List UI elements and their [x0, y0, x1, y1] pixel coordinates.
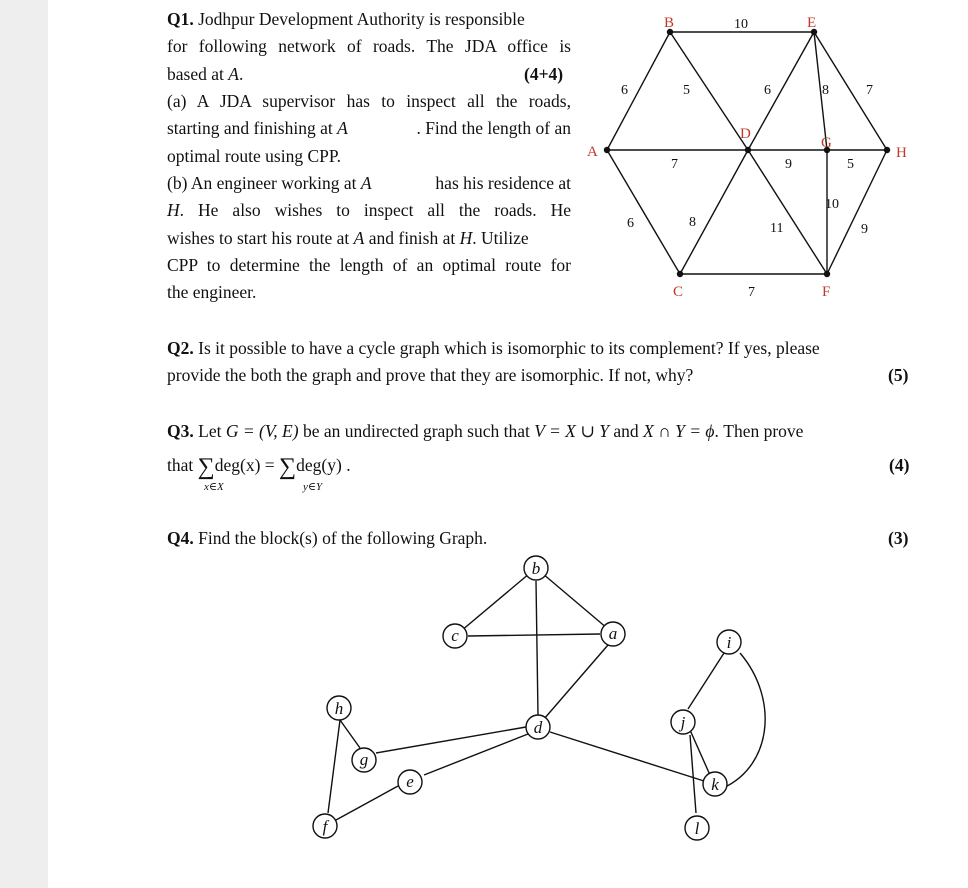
sum-symbol-x: ∑ [197, 454, 215, 480]
weight-g-f: 10 [825, 197, 839, 212]
sum-subscript-y: y∈Y [303, 481, 323, 493]
edge-d-k [550, 732, 704, 781]
node-dot-f [824, 271, 830, 277]
weight-a-b: 6 [621, 83, 628, 98]
edge-c-d [680, 150, 748, 274]
weight-g-h: 5 [847, 157, 854, 172]
q1-line-8: H . He also wishes to inspect all the roads. He [167, 200, 571, 220]
edge-b-d [670, 32, 748, 150]
edge-c-a [468, 634, 600, 636]
edge-h-g [340, 720, 360, 748]
weight-e-h: 7 [866, 83, 873, 98]
q1-line-2: for following network of roads. The JDA office is [167, 36, 571, 56]
vertex-label-i: i [726, 633, 732, 652]
vertex-label-g: g [359, 750, 369, 769]
vertex-label-k: k [711, 775, 719, 794]
weight-h-f: 9 [861, 222, 868, 237]
q2-line-1: Q2. Is it possible to have a cycle graph which is isomorphic to its complement? If yes, please [167, 338, 820, 358]
weight-d-g: 9 [785, 157, 792, 172]
edge-h-f [827, 150, 887, 274]
vertex-label-a: a [608, 624, 618, 643]
node-label-b: B [664, 15, 675, 31]
q1-line-4: (a) A JDA supervisor has to inspect all the roads, [167, 91, 571, 111]
vertex-label-c: c [451, 626, 459, 645]
q1-line-5: starting and finishing at A . Find the length of an [167, 118, 571, 138]
edge-b-c [455, 568, 536, 636]
q2-marks: (5) [888, 365, 909, 385]
node-label-g: G [821, 135, 832, 151]
vertex-label-b: b [531, 559, 541, 578]
edge-h-f [328, 720, 340, 813]
edge-b-d [536, 581, 538, 715]
q3-marks: (4) [889, 455, 910, 475]
q2-line-2: provide the both the graph and prove that they are isomorphic. If not, why? [167, 365, 694, 385]
q1-line-11: the engineer. [167, 282, 257, 302]
q4-marks: (3) [888, 528, 909, 548]
q1-line-7: (b) An engineer working at A has his residence at [167, 173, 571, 193]
q4-line-1: Q4. Find the block(s) of the following Graph. [167, 528, 488, 548]
edge-d-g [376, 727, 526, 753]
node-label-e: E [807, 15, 817, 31]
node-dot-c [677, 271, 683, 277]
weight-d-f: 11 [770, 221, 784, 236]
q1-line-1: Q1. Jodhpur Development Authority is responsible [167, 9, 525, 29]
vertex-label-e: e [406, 772, 414, 791]
vertex-label-h: h [334, 699, 344, 718]
weight-e-g: 8 [822, 83, 829, 98]
edge-f-e [336, 786, 398, 820]
q1-line-9: wishes to start his route at A and finish at H. Utilize [167, 228, 529, 248]
edge-a-d [544, 645, 608, 719]
edge-e-d [748, 32, 814, 150]
node-label-h: H [896, 145, 907, 161]
node-dot-a [604, 147, 610, 153]
sum-subscript-x: x∈X [204, 481, 224, 493]
q3-line-1: Q3. Let G = (V, E) be an undirected graph such that V = X ∪ Y and X ∩ Y = ϕ. Then prove [167, 421, 804, 441]
weight-b-e: 10 [734, 17, 748, 32]
edge-b-a [536, 568, 614, 634]
node-label-c: C [673, 284, 684, 300]
sum-symbol-y: ∑ [279, 454, 297, 480]
vertex-label-l: l [694, 819, 700, 838]
edge-j-l [690, 735, 696, 813]
edge-a-b [607, 32, 670, 150]
node-dot-h [884, 147, 890, 153]
node-dot-d [745, 147, 751, 153]
edge-d-e [424, 734, 528, 775]
road-network-diagram [580, 8, 920, 300]
q3-line-2: that ∑deg(x) = ∑deg(y) . [167, 454, 351, 480]
q1-line-3: based at A. [167, 64, 244, 84]
block-graph-diagram [300, 548, 780, 848]
q1-marks: (4+4) [524, 64, 564, 84]
vertex-label-f: f [322, 817, 328, 836]
node-label-f: F [822, 284, 831, 300]
weight-a-d: 7 [671, 157, 678, 172]
vertex-label-j: j [680, 713, 686, 732]
q1-line-6: optimal route using CPP. [167, 146, 342, 166]
vertex-label-d: d [533, 718, 543, 737]
page-margin [0, 0, 48, 888]
edge-i-j [688, 653, 724, 709]
edge-a-c [607, 150, 680, 274]
node-label-a: A [587, 144, 598, 160]
edge-i-k [718, 653, 765, 790]
weight-b-d: 5 [683, 83, 690, 98]
weight-a-c: 6 [627, 216, 634, 231]
weight-e-d: 6 [764, 83, 771, 98]
weight-c-f: 7 [748, 285, 755, 300]
node-label-d: D [740, 126, 751, 142]
q1-line-10: CPP to determine the length of an optimal route for [167, 255, 571, 275]
weight-c-d: 8 [689, 215, 696, 230]
